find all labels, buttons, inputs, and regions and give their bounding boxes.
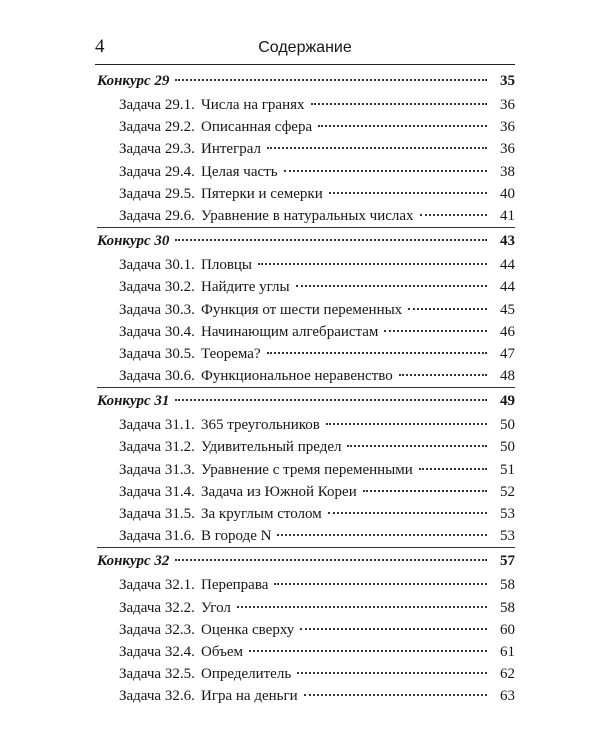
problem-number: Задача 32.3.	[119, 621, 195, 638]
problem-number: Задача 31.6.	[119, 528, 195, 545]
problem-title: Функция от шести переменных	[201, 301, 403, 318]
problem-number: Задача 32.4.	[119, 643, 195, 660]
problem-number: Задача 30.5.	[119, 345, 195, 362]
dot-leader	[384, 330, 487, 332]
toc-problem-entry[interactable]	[97, 138, 515, 160]
toc-problem-entry[interactable]	[97, 685, 515, 707]
problem-title: Теорема?	[201, 345, 261, 362]
problem-number: Задача 31.2.	[119, 439, 195, 456]
problem-page-number: 44	[500, 279, 515, 296]
dot-leader	[329, 192, 487, 194]
problem-number: Задача 31.5.	[119, 506, 195, 522]
contest-title: Конкурс 31	[97, 393, 170, 410]
toc-contest-entry[interactable]	[97, 388, 515, 414]
problem-title: Объем	[201, 643, 243, 660]
problem-title: Задача из Южной Кореи	[201, 483, 357, 500]
problem-page-number: 41	[500, 207, 515, 224]
problem-title: Пловцы	[201, 257, 253, 274]
problem-title: Функциональное неравенство	[201, 368, 393, 385]
contest-page-number: 57	[500, 553, 515, 570]
problem-title: Удивительный предел	[201, 439, 342, 456]
contest-title: Конкурс 29	[97, 73, 170, 89]
toc-contest-entry[interactable]	[97, 548, 515, 574]
dot-leader	[175, 239, 487, 241]
dot-leader	[326, 423, 487, 425]
toc-problem-entry[interactable]	[97, 365, 515, 387]
contest-title: Конкурс 32	[97, 553, 170, 570]
problem-number: Задача 31.1.	[119, 417, 195, 434]
problem-page-number: 52	[500, 483, 515, 500]
problem-number: Задача 30.4.	[119, 323, 195, 340]
problem-title: Найдите углы	[201, 279, 290, 296]
toc-section	[97, 387, 515, 547]
dot-leader	[328, 512, 487, 514]
dot-leader	[267, 352, 487, 354]
page-header	[95, 36, 515, 62]
problem-title: Целая часть	[201, 163, 278, 180]
problem-page-number: 44	[500, 257, 515, 274]
problem-page-number: 51	[500, 461, 515, 478]
dot-leader	[175, 79, 487, 81]
problem-page-number: 45	[500, 301, 515, 318]
problem-page-number: 36	[500, 119, 515, 136]
problem-page-number: 58	[500, 577, 515, 594]
toc-problem-entry[interactable]	[97, 94, 515, 116]
toc-problem-entry[interactable]	[97, 321, 515, 343]
dot-leader	[408, 308, 487, 310]
problem-title: Оценка сверху	[201, 621, 295, 638]
problem-page-number: 36	[500, 141, 515, 158]
toc-problem-entry[interactable]	[97, 436, 515, 458]
problem-number: Задача 29.3.	[119, 141, 195, 158]
toc-problem-entry[interactable]	[97, 481, 515, 503]
problem-page-number: 36	[500, 97, 515, 113]
toc-contest-entry[interactable]	[97, 228, 515, 254]
problem-number: Задача 29.2.	[119, 119, 195, 136]
toc-problem-entry[interactable]	[97, 597, 515, 619]
problem-number: Задача 29.1.	[119, 97, 195, 113]
contest-page-number: 49	[500, 393, 515, 410]
problem-number: Задача 32.5.	[119, 666, 195, 683]
toc-problem-entry[interactable]	[97, 116, 515, 138]
dot-leader	[347, 445, 487, 447]
problem-title: Пятерки и семерки	[201, 185, 323, 202]
dot-leader	[274, 583, 487, 585]
problem-page-number: 50	[500, 439, 515, 456]
toc-problem-entry[interactable]	[97, 414, 515, 436]
dot-leader	[175, 559, 487, 561]
toc-problem-entry[interactable]	[97, 619, 515, 641]
problem-page-number: 63	[500, 688, 515, 705]
problem-number: Задача 31.4.	[119, 483, 195, 500]
problem-page-number: 50	[500, 417, 515, 434]
problem-title: Игра на деньги	[201, 688, 298, 705]
dot-leader	[277, 534, 487, 536]
table-of-contents	[97, 68, 515, 708]
toc-problem-entry[interactable]	[97, 459, 515, 481]
toc-problem-entry[interactable]	[97, 276, 515, 298]
dot-leader	[267, 147, 487, 149]
problem-title: Угол	[201, 599, 231, 616]
contest-title: Конкурс 30	[97, 233, 170, 250]
problem-page-number: 58	[500, 599, 515, 616]
dot-leader	[237, 606, 487, 608]
problem-page-number: 62	[500, 666, 515, 683]
problem-number: Задача 29.6.	[119, 207, 195, 224]
problem-page-number: 61	[500, 643, 515, 660]
dot-leader	[304, 694, 487, 696]
header-rule	[95, 64, 515, 65]
page-number: 4	[95, 36, 105, 57]
toc-problem-entry[interactable]	[97, 574, 515, 596]
problem-page-number: 53	[500, 528, 515, 545]
dot-leader	[296, 285, 487, 287]
toc-section	[97, 547, 515, 707]
problem-title: За круглым столом	[201, 506, 322, 522]
toc-contest-entry[interactable]	[97, 68, 515, 94]
problem-title: Переправа	[201, 577, 269, 594]
problem-title: Числа на гранях	[201, 97, 305, 113]
dot-leader	[363, 490, 487, 492]
dot-leader	[249, 650, 487, 652]
dot-leader	[297, 672, 487, 674]
problem-title: Начинающим алгебраистам	[201, 323, 379, 340]
problem-page-number: 53	[500, 506, 515, 522]
problem-title: Уравнение в натуральных числах	[201, 207, 414, 224]
toc-problem-entry[interactable]	[97, 205, 515, 227]
contest-page-number: 43	[500, 233, 515, 250]
toc-problem-entry[interactable]	[97, 183, 515, 205]
problem-number: Задача 30.2.	[119, 279, 195, 296]
problem-page-number: 38	[500, 163, 515, 180]
problem-number: Задача 30.1.	[119, 257, 195, 274]
problem-title: Интеграл	[201, 141, 261, 158]
problem-title: Описанная сфера	[201, 119, 313, 136]
problem-page-number: 47	[500, 345, 515, 362]
problem-title: 365 треугольников	[201, 417, 320, 434]
problem-page-number: 46	[500, 323, 515, 340]
problem-number: Задача 30.3.	[119, 301, 195, 318]
dot-leader	[175, 399, 487, 401]
dot-leader	[284, 170, 487, 172]
running-title: Содержание	[258, 39, 352, 56]
toc-problem-entry[interactable]	[97, 254, 515, 276]
toc-problem-entry[interactable]	[97, 663, 515, 685]
problem-number: Задача 30.6.	[119, 368, 195, 385]
problem-page-number: 48	[500, 368, 515, 385]
problem-title: В городе N	[201, 528, 272, 545]
problem-number: Задача 32.6.	[119, 688, 195, 705]
dot-leader	[419, 468, 487, 470]
dot-leader	[300, 628, 487, 630]
dot-leader	[311, 103, 488, 105]
problem-number: Задача 31.3.	[119, 461, 195, 478]
toc-problem-entry[interactable]	[97, 161, 515, 183]
problem-title: Определитель	[201, 666, 292, 683]
toc-problem-entry[interactable]	[97, 641, 515, 663]
dot-leader	[258, 263, 487, 265]
toc-problem-entry[interactable]	[97, 299, 515, 321]
dot-leader	[399, 374, 487, 376]
problem-title: Уравнение с тремя переменными	[201, 461, 413, 478]
dot-leader	[420, 214, 487, 216]
toc-section	[97, 227, 515, 387]
problem-number: Задача 32.1.	[119, 577, 195, 594]
toc-problem-entry[interactable]	[97, 343, 515, 365]
problem-number: Задача 32.2.	[119, 599, 195, 616]
problem-page-number: 60	[500, 621, 515, 638]
toc-problem-entry[interactable]	[97, 503, 515, 525]
problem-page-number: 40	[500, 185, 515, 202]
dot-leader	[318, 125, 487, 127]
contest-page-number: 35	[500, 73, 515, 89]
problem-number: Задача 29.4.	[119, 163, 195, 180]
toc-section	[97, 68, 515, 227]
toc-problem-entry[interactable]	[97, 525, 515, 547]
problem-number: Задача 29.5.	[119, 185, 195, 202]
